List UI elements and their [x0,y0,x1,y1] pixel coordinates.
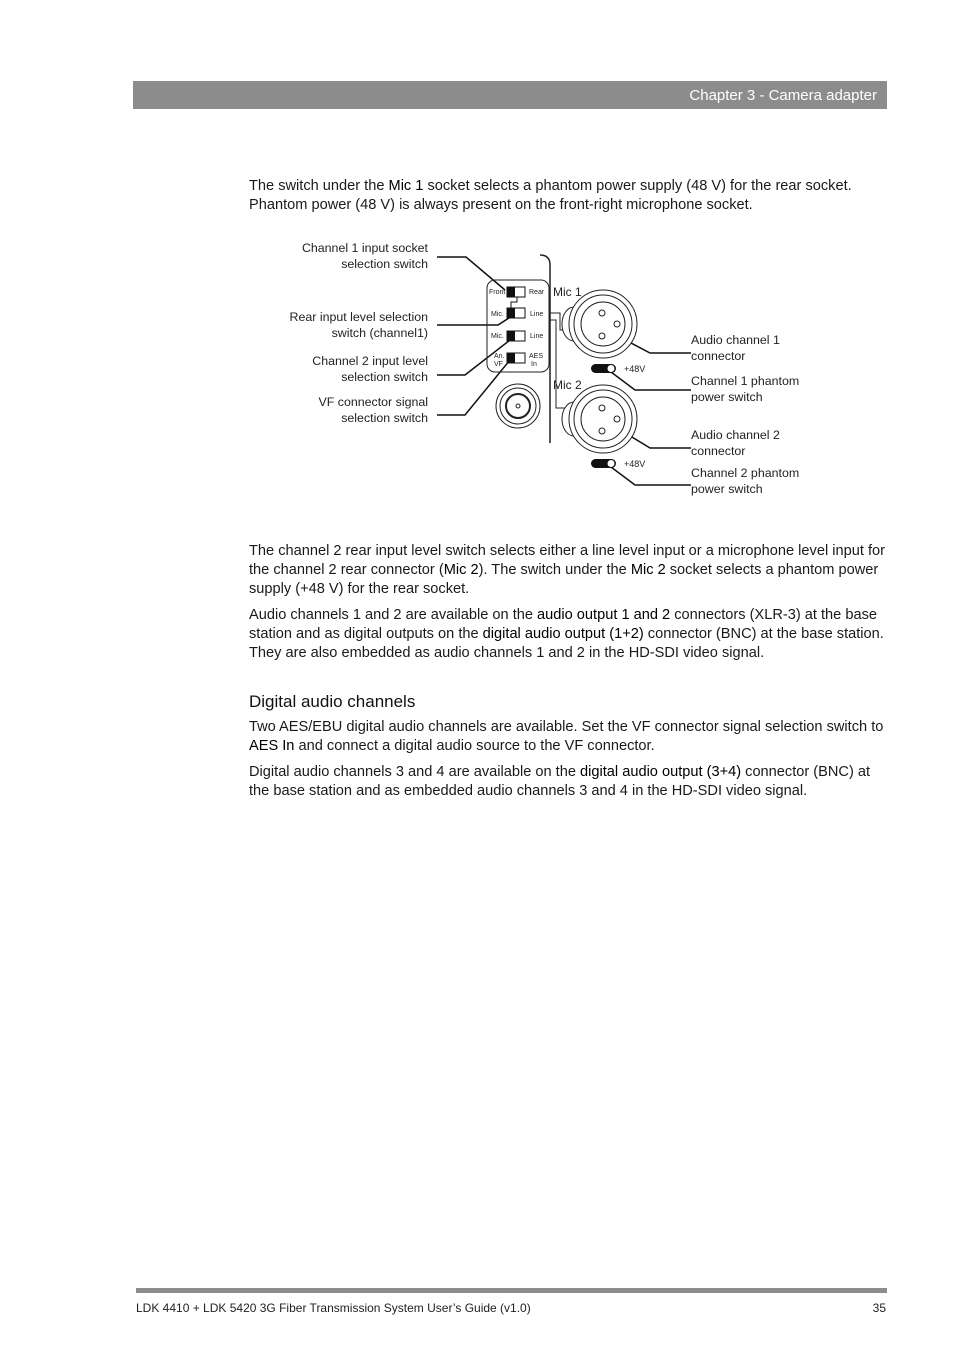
switch-panel [487,280,549,372]
paragraph-digital-outputs: Digital audio channels 3 and 4 are available on the digital audio output (3+4) connector (BNC) at the base station and as embedded audio channels 3 and 4 in the HD-SDI video signal. [249,764,871,799]
paragraph-aes: Two AES/EBU digital audio channels are available. Set the VF connector signal selection switch to AES In and connect a digital audio source to the VF connector. [249,719,884,754]
text: socket selects a phantom power supply (48 V) for the rear socket. Phantom power (48 V) is always present on the front-right microphone socket. [249,178,852,213]
switch3-left: Mic. [491,333,504,340]
switch4-right2: In [531,361,537,368]
paragraph-ch2-level: The channel 2 rear input level switch selects either a line level input or a microphone level input for the channel 2 rear connector (Mic 2). The switch under the Mic 2 socket selects a phantom power supply (+48 V) for the rear socket. [249,543,885,597]
switch4-right: AES [529,353,544,360]
label-rear-input-level: Rear input level selection switch (channel1) [289,310,428,340]
footer-title: LDK 4410 + LDK 5420 3G Fiber Transmission System User’s Guide (v1.0) [136,1301,531,1315]
chapter-title: Chapter 3 - Camera adapter [689,87,877,104]
label-ch2-phantom: Channel 2 phantom power switch [691,466,800,496]
label-ch1-input-socket: Channel 1 input socket selection switch [301,241,428,271]
label-ch1-phantom: Channel 1 phantom power switch [691,374,800,404]
label-audio-ch1: Audio channel 1 connector [691,333,780,363]
mic2-label: Mic 2 [553,378,582,392]
phantom-1-label: +48V [624,364,646,374]
footer-rule [136,1288,887,1293]
mic1-label: Mic 1 [553,285,582,299]
paragraph-audio-outputs: Audio channels 1 and 2 are available on the audio output 1 and 2 connectors (XLR-3) at the base station and as digital outputs on the digital audio output (1+2) connector (BNC) at the base station. They are also embedded as audio channels 1 and 2 in the HD-SDI video signal. [249,607,884,661]
switch4-left: An. [494,353,505,360]
switch2-left: Mic. [491,311,504,318]
phantom-switch-2 [591,459,616,468]
section-heading: Digital audio channels [249,692,416,711]
switch3-right: Line [530,333,544,340]
switch2-right: Line [530,311,544,318]
mic2-xlr-connector [562,385,637,453]
phantom-switch-1 [591,364,616,373]
switch1-left: Front [489,289,506,296]
label-ch2-input-level: Channel 2 input level selection switch [312,354,428,384]
page-number: 35 [872,1301,886,1315]
vf-bnc-connector [496,384,540,428]
label-audio-ch2: Audio channel 2 connector [691,428,780,458]
mic1-xlr-connector [562,290,637,358]
switch4-left2: VF [494,361,503,368]
phantom-2-label: +48V [624,459,646,469]
text: The switch under the [249,178,389,194]
label-vf-signal: VF connector signal selection switch [318,395,428,425]
keyword: Mic 1 [388,178,424,194]
switch1-right: Rear [529,289,545,296]
audio-connector-diagram [0,0,954,520]
